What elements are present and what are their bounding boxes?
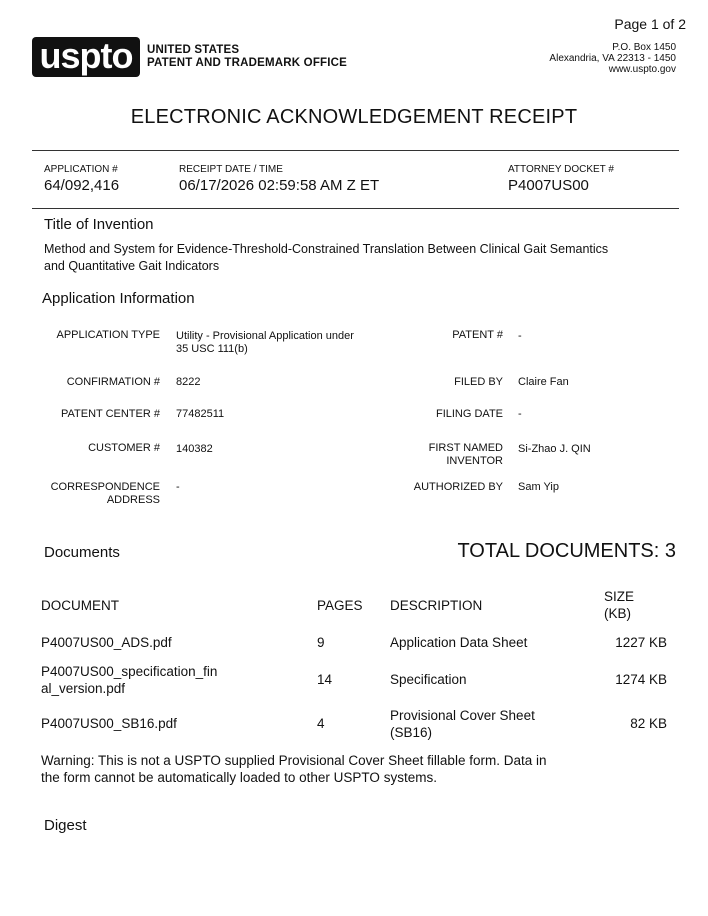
invention-line2: and Quantitative Gait Indicators <box>44 259 220 273</box>
customer-label: CUSTOMER # <box>88 442 160 454</box>
page-title: ELECTRONIC ACKNOWLEDGEMENT RECEIPT <box>130 106 578 128</box>
filed-by-value: Claire Fan <box>518 376 569 388</box>
table-row-description <box>390 707 535 741</box>
table-row-pages: 9 <box>317 635 325 650</box>
page-number: Page 1 of 2 <box>614 16 686 32</box>
filing-date-value: - <box>518 408 522 420</box>
patent-number-value: - <box>518 330 522 342</box>
divider-top <box>32 150 679 151</box>
table-row-pages: 4 <box>317 716 325 731</box>
correspondence-address-label <box>40 481 160 507</box>
first-named-inventor-value: Si-Zhao J. QIN <box>518 443 591 455</box>
table-row-size: 1274 KB <box>615 672 667 687</box>
invention-heading: Title of Invention <box>44 216 154 233</box>
address-line1: P.O. Box 1450 <box>612 42 676 53</box>
filed-by-label: FILED BY <box>454 376 503 388</box>
table-row-document <box>41 663 217 697</box>
filing-date-label: FILING DATE <box>435 408 503 420</box>
office-line2: PATENT AND TRADEMARK OFFICE <box>147 57 348 69</box>
documents-heading: Documents <box>44 544 120 561</box>
correspondence-address-value: - <box>176 481 180 493</box>
office-name <box>147 44 347 70</box>
first-named-inventor-label <box>380 442 503 468</box>
document-name: P4007US00_ADS.pdf <box>41 635 172 650</box>
table-row-size: 82 KB <box>630 716 667 731</box>
invention-line1: Method and System for Evidence-Threshold-Constrained Translation Between Clinical Gait Semantics <box>44 242 609 256</box>
warning-line2: the form cannot be automatically loaded to other USPTO systems. <box>41 770 437 785</box>
column-header-pages: PAGES <box>317 598 363 613</box>
uspto-logo: uspto <box>32 37 140 77</box>
address-line2: Alexandria, VA 22313 - 1450 <box>549 53 676 64</box>
customer-value: 140382 <box>176 443 213 455</box>
table-row-pages: 14 <box>317 672 333 687</box>
confirmation-label: CONFIRMATION # <box>66 376 160 388</box>
correspondence-label-line1: CORRESPONDENCE <box>50 481 160 493</box>
column-header-size <box>604 588 634 622</box>
inventor-label-line2: INVENTOR <box>446 455 503 467</box>
table-row-description: Specification <box>390 672 467 687</box>
digest-heading: Digest <box>44 817 87 834</box>
column-header-description: DESCRIPTION <box>390 598 483 613</box>
warning-line1: Warning: This is not a USPTO supplied Provisional Cover Sheet fillable form. Data in <box>41 753 547 768</box>
column-header-document: DOCUMENT <box>41 598 119 613</box>
application-type-value <box>176 330 354 356</box>
application-type-label: APPLICATION TYPE <box>56 329 160 341</box>
receipt-date: 06/17/2026 02:59:58 AM Z ET <box>179 177 380 194</box>
application-number: 64/092,416 <box>44 177 120 194</box>
office-line1: UNITED STATES <box>147 44 240 56</box>
table-row-size: 1227 KB <box>615 635 667 650</box>
application-type-line1: Utility - Provisional Application under <box>176 330 354 342</box>
size-header-line2: (KB) <box>604 606 631 621</box>
application-type-line2: 35 USC 111(b) <box>176 343 248 355</box>
attorney-docket: P4007US00 <box>508 177 589 194</box>
attorney-docket-label: ATTORNEY DOCKET # <box>508 164 614 175</box>
patent-center-value: 77482511 <box>176 408 225 420</box>
description-line1: Provisional Cover Sheet <box>390 708 535 723</box>
description-line2: (SB16) <box>390 725 433 740</box>
invention-title <box>44 241 608 275</box>
document-name-line2: al_version.pdf <box>41 681 126 696</box>
patent-number-label: PATENT # <box>452 329 503 341</box>
size-header-line1: SIZE <box>604 589 635 604</box>
office-address <box>549 42 676 75</box>
document-name-line1: P4007US00_specification_fin <box>41 664 218 679</box>
total-documents: TOTAL DOCUMENTS: 3 <box>457 540 676 562</box>
divider-bottom <box>32 208 679 209</box>
patent-center-label: PATENT CENTER # <box>60 408 160 420</box>
table-row-document <box>41 715 177 732</box>
table-row-document <box>41 634 172 651</box>
receipt-date-label: RECEIPT DATE / TIME <box>179 164 283 175</box>
warning-text <box>41 752 546 786</box>
application-info-heading: Application Information <box>42 290 195 307</box>
application-number-label: APPLICATION # <box>44 164 118 175</box>
correspondence-label-line2: ADDRESS <box>106 494 160 506</box>
authorized-by-label: AUTHORIZED BY <box>413 481 503 493</box>
inventor-label-line1: FIRST NAMED <box>428 442 503 454</box>
document-name: P4007US00_SB16.pdf <box>41 716 177 731</box>
address-line3: www.uspto.gov <box>608 64 676 75</box>
table-row-description: Application Data Sheet <box>390 635 528 650</box>
authorized-by-value: Sam Yip <box>518 481 559 493</box>
confirmation-value: 8222 <box>176 376 201 388</box>
